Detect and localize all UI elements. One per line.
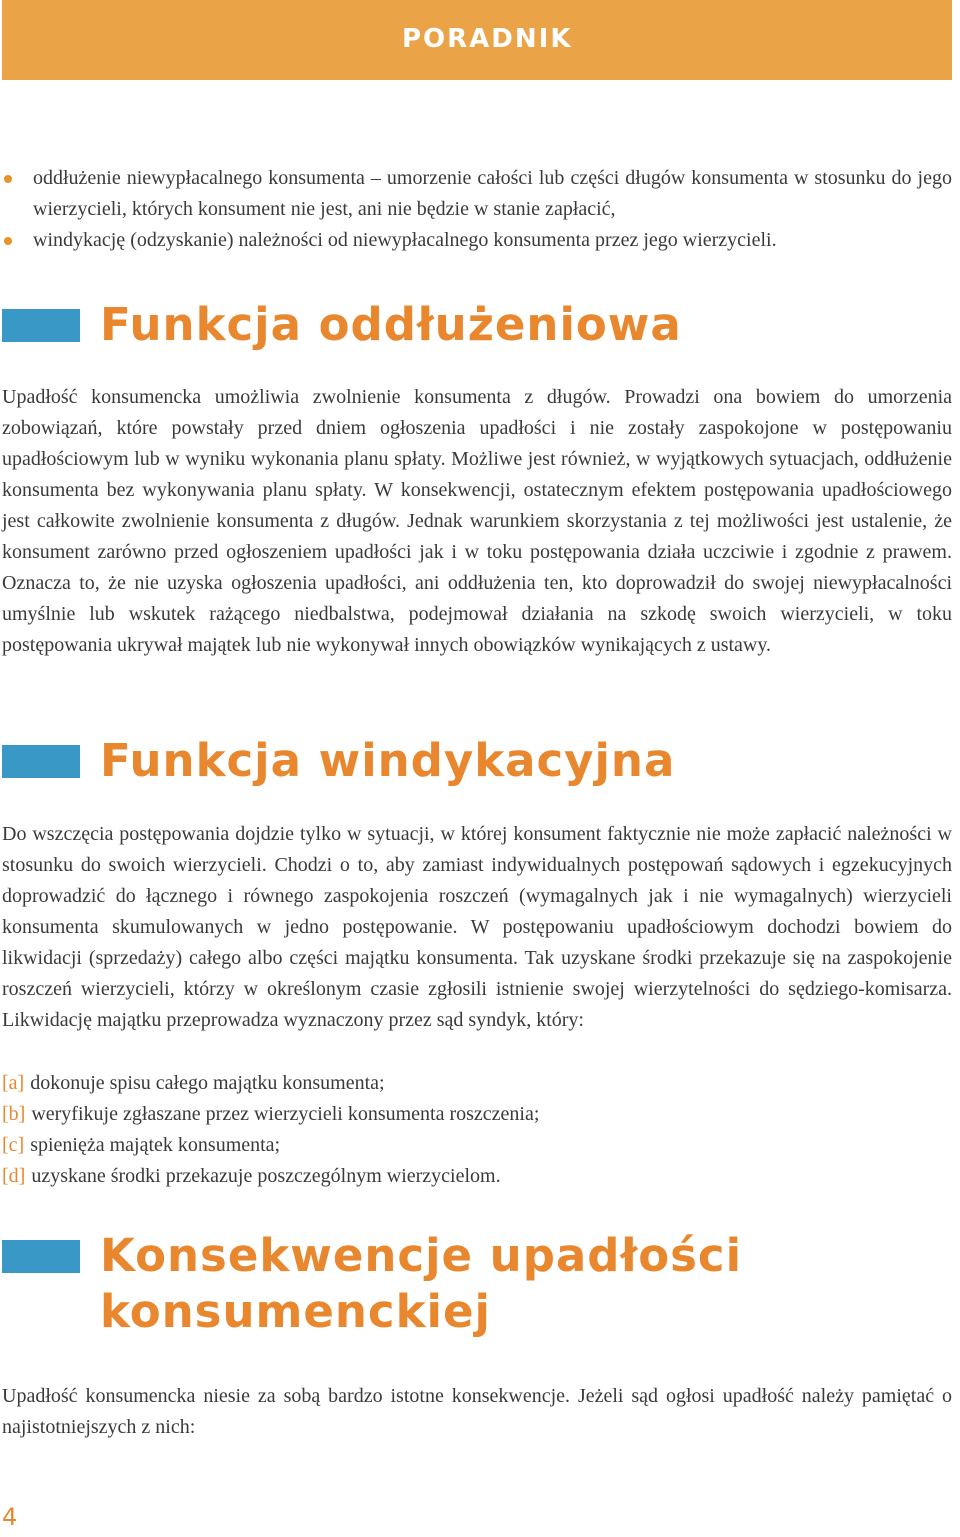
- list-item: [2, 1099, 539, 1130]
- list-text: dokonuje spisu całego majątku konsumenta;: [30, 1072, 385, 1094]
- header-bar: [2, 0, 952, 80]
- list-item: [2, 1068, 539, 1099]
- section-heading-line1: Konsekwencje upadłości: [100, 1229, 743, 1282]
- section-heading: Funkcja oddłużeniowa: [100, 298, 682, 351]
- section-paragraph: Do wszczęcia postępowania dojdzie tylko w sytuacji, w której konsument faktycznie nie może zapłacić należności w stosunku do swoich wierzycieli. Chodzi o to, aby zamiast indywidualnych postępowań sądowych i egzekucyjnych doprowadzić do łącznego i równego zaspokojenia roszczeń (wymagalnych jak i nie wymagalnych) wierzycieli konsumenta skumulowanych w jedno postępowanie. W postępowaniu upadłościowym dochodzi bowiem do likwidacji (sprzedaży) całego albo części majątku konsumenta. Tak uzyskane środki przekazuje się na zaspokojenie roszczeń wierzycieli, którzy w określonym czasie zgłosili istnienie swojej wierzytelności do sędziego-komisarza. Likwidację majątku przeprowadza wyznaczony przez sąd syndyk, który:: [2, 823, 952, 1031]
- section-heading-line2: konsumenckiej: [100, 1285, 491, 1338]
- section-paragraph: Upadłość konsumencka umożliwia zwolnienie konsumenta z długów. Prowadzi ona bowiem do umorzenia zobowiązań, które powstały przed dniem ogłoszenia upadłości i nie zostały zaspokojone w postępowaniu upadłościowym lub w wyniku wykonania planu spłaty. Możliwe jest również, w wyjątkowych sytuacjach, oddłużenie konsumenta bez wykonywania planu spłaty. W konsekwencji, ostatecznym efektem postępowania upadłościowego jest całkowite zwolnienie konsumenta z długów. Jednak warunkiem skorzystania z tej możliwości jest ustalenie, że konsument zarówno przed ogłoszeniem upadłości jak i w toku postępowania działa uczciwie i zgodnie z prawem. Oznacza to, że nie uzyska ogłoszenia upadłości, ani oddłużenia ten, kto doprowadził do swojej niewypłacalności umyślnie lub wskutek rażącego niedbalstwa, podejmował działania na szkodę swoich wierzycieli, w toku postępowania ukrywał majątek lub nie wykonywał innych obowiązków wynikających z ustawy.: [2, 386, 952, 656]
- list-text: uzyskane środki przekazuje poszczególnym wierzycielom.: [31, 1165, 501, 1187]
- bullet-text: oddłużenie niewypłacalnego konsumenta – umorzenie całości lub części długów konsumenta w stosunku do jego wierzycieli, których konsument nie jest, ani nie będzie w stanie zapłacić,: [33, 167, 952, 220]
- bullet-icon: [4, 237, 12, 245]
- page-number: 4: [2, 1503, 18, 1531]
- list-text: weryfikuje zgłaszane przez wierzycieli konsumenta roszczenia;: [31, 1103, 540, 1125]
- list-marker: [a]: [2, 1072, 25, 1094]
- list-item: [0, 225, 952, 256]
- section-paragraph: Upadłość konsumencka niesie za sobą bardzo istotne konsekwencje. Jeżeli sąd ogłosi upadłość należy pamiętać o najistotniejszych z nich:: [2, 1385, 952, 1438]
- bullet-icon: [4, 175, 12, 183]
- list-marker: [d]: [2, 1165, 26, 1187]
- list-text: spienięża majątek konsumenta;: [30, 1134, 281, 1156]
- bullet-text: windykację (odzyskanie) należności od niewypłacalnego konsumenta przez jego wierzycieli.: [33, 229, 777, 251]
- section-heading: Funkcja windykacyjna: [100, 734, 676, 787]
- intro-bullet-list: [0, 163, 952, 256]
- list-item: [2, 1161, 539, 1192]
- section-marker: [2, 745, 80, 778]
- list-item: [2, 1130, 539, 1161]
- list-item: [0, 163, 952, 225]
- syndic-task-list: [2, 1068, 539, 1192]
- list-marker: [b]: [2, 1103, 26, 1125]
- section-marker: [2, 1240, 80, 1273]
- section-marker: [2, 309, 80, 342]
- list-marker: [c]: [2, 1134, 25, 1156]
- section-heading: [100, 1228, 742, 1340]
- header-title: PORADNIK: [402, 24, 573, 54]
